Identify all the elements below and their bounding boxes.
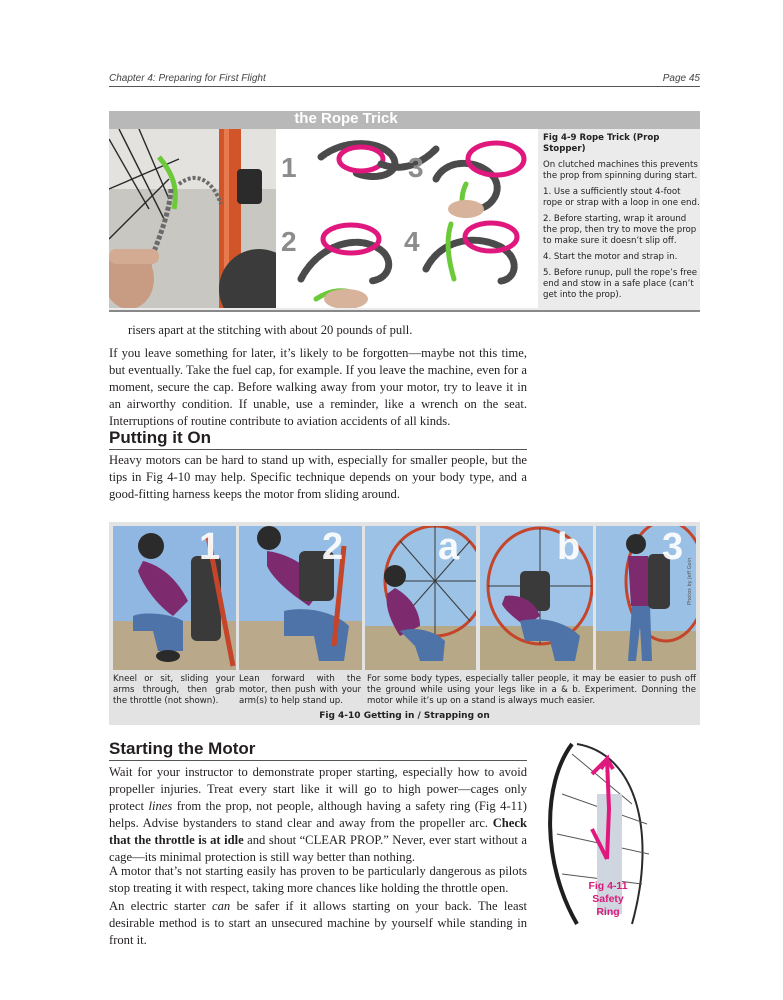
paragraph-electric-starter — [109, 898, 527, 949]
photo-step-2 — [239, 526, 362, 670]
figure-4-9-caption-item: 5. Before runup, pull the rope’s free end and stow in a safe place (can’t get into the prop). — [543, 268, 698, 300]
photo-step-a — [365, 526, 476, 670]
header-rule — [109, 86, 700, 87]
figure-4-9-caption — [543, 133, 700, 306]
paragraph-text: risers apart at the stitching with about 20 pounds of pull. — [128, 323, 413, 337]
paragraph-dangerous — [109, 863, 527, 897]
figure-4-11-caption-line: Safety — [592, 893, 624, 905]
figure-4-10-title: Fig 4-10 Getting in / Strapping on — [319, 711, 490, 721]
figure-4-9-banner-title: the Rope Trick — [294, 110, 398, 127]
paragraph-starting — [109, 764, 527, 866]
figure-4-11-caption — [578, 880, 638, 919]
paragraph-putting-it-on — [109, 452, 527, 503]
paragraph-text: If you leave something for later, it’s likely to be forgotten—maybe not this time, but eventually. Take the fuel cap, for example. If you leave the machine, even for a moment, secure the cap. Before walking away from your motor, try to leave it in an airworthy condition. If unable, use a reminder, like a wrench on the seat. Interruptions of routine contribute to aviation accidents of all kinds. — [109, 346, 527, 428]
photo-label-b: b — [557, 526, 581, 568]
photo-credit: Photos by Jeff Goin — [687, 557, 693, 605]
photo-label-2: 2 — [322, 526, 344, 568]
photo-label-1: 1 — [199, 526, 221, 568]
figure-4-11-caption-line: Fig 4-11 — [588, 880, 628, 892]
figure-4-9-caption-title: Fig 4-9 Rope Trick (Prop Stopper) — [543, 133, 660, 154]
paragraph-leave-for-later — [109, 345, 527, 430]
rope-knot-steps — [276, 129, 538, 308]
figure-4-9-caption-item: 1. Use a sufficiently stout 4-foot rope or strap with a loop in one end. — [543, 187, 700, 208]
figure-4-10-caption-3: For some body types, especially taller people, it may be easier to push off the ground while using your legs like in a & b. Experiment. Donning the motor while it’s up on a stand is always much easier. — [367, 674, 696, 706]
figure-4-11-caption-line: Ring — [596, 906, 620, 918]
knot-step-2: 2 — [281, 226, 297, 257]
figure-4-10-caption-2: Lean forward with the motor, then push with your arm(s) to help stand up. — [239, 674, 361, 706]
page-number: Page 45 — [662, 73, 700, 84]
figure-4-9-caption-intro: On clutched machines this prevents the prop from spinning during start. — [543, 160, 698, 181]
heading-starting-the-motor: Starting the Motor — [109, 739, 527, 761]
knot-step-4: 4 — [404, 226, 420, 257]
photo-label-3: 3 — [662, 526, 684, 568]
photo-label-a: a — [438, 526, 460, 568]
chapter-title: Chapter 4: Preparing for First Flight — [109, 73, 266, 84]
paragraph-text: Wait for your instructor to demonstrate proper starting, especially how to avoid propeller injuries. Treat every start like it will go to high power—cages only protect lines from the prop, not people, although having a safety ring (Fig 4-11) helps. Advise bystanders to stand clear and away from the propeller arc. Check that the throttle is at idle and shout “CLEAR PROP.” Never, ever start without a cage—its minimal protection is still way better than nothing. — [109, 765, 527, 864]
heading-putting-it-on: Putting it On — [109, 428, 527, 450]
figure-4-10-caption-1: Kneel or sit, sliding your arms through, then grab the throttle (not shown). — [113, 674, 235, 706]
figure-4-9-caption-item: 2. Before starting, wrap it around the prop, then try to move the prop to make sure it doesn’t slip off. — [543, 214, 697, 246]
paragraph-text: Heavy motors can be hard to stand up with, especially for smaller people, but the tips in Fig 4-10 may help. Specific technique depends on your body type, and a good-fitting harness keeps the motor from sliding around. — [109, 453, 527, 501]
paragraph-continued — [128, 322, 527, 339]
paragraph-text: A motor that’s not starting easily has proven to be particularly dangerous as pilots stop treating it with respect, taking more chances like holding the throttle open. — [109, 864, 527, 895]
knot-step-1: 1 — [281, 152, 297, 183]
paragraph-text: An electric starter can be safer if it allows starting on your back. The least desirable method is to start an unsecured machine by yourself while standing in front it. — [109, 899, 527, 947]
figure-4-9-caption-item: 4. Start the motor and strap in. — [543, 252, 678, 262]
knot-step-3: 3 — [408, 152, 424, 183]
rope-trick-photo — [109, 129, 276, 308]
